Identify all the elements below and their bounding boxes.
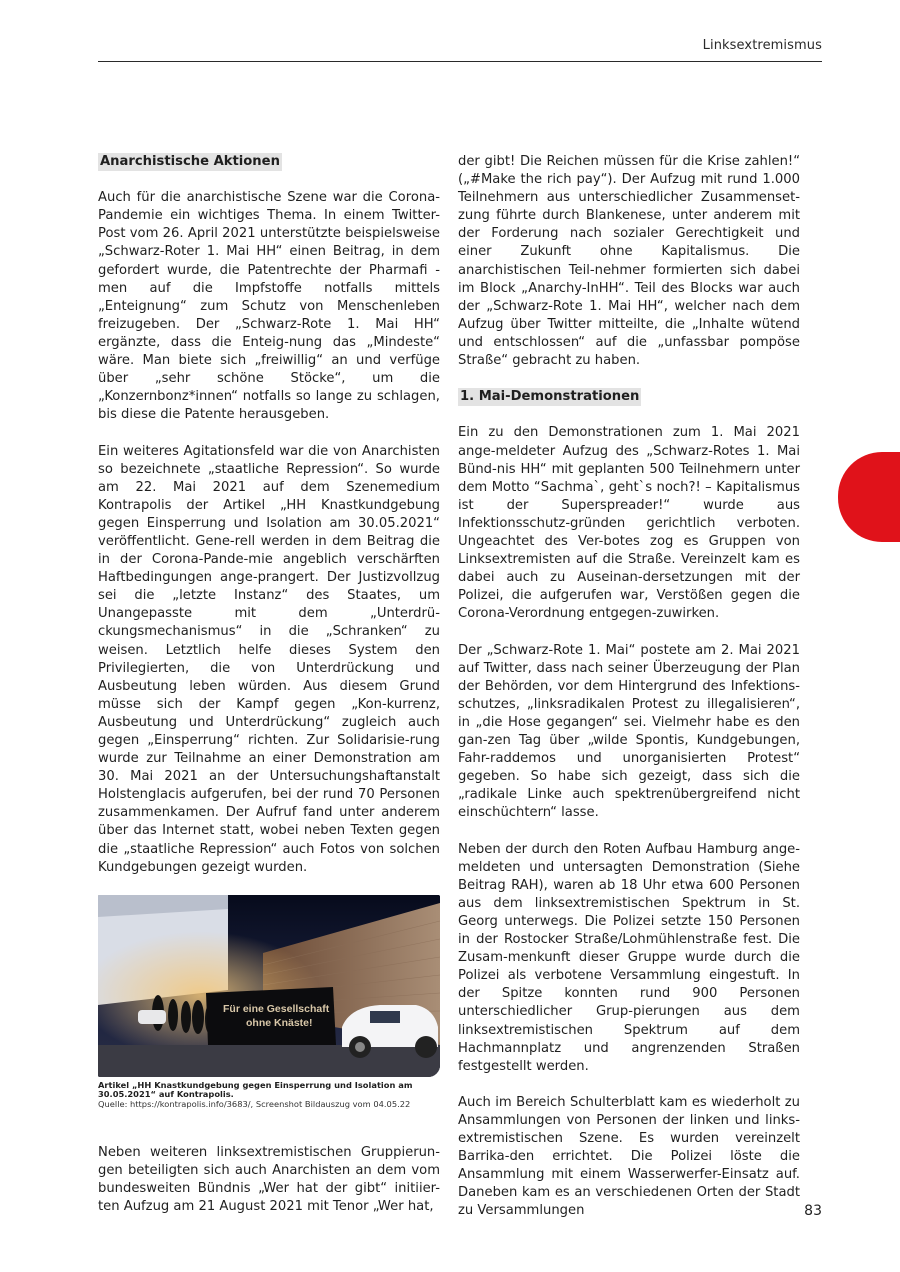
section-heading-mai-demonstrationen: 1. Mai-Demonstrationen <box>458 388 641 406</box>
left-column <box>98 153 440 1216</box>
demonstration-photo <box>98 895 440 1077</box>
photo-caption <box>98 1081 440 1110</box>
paragraph: Ein weiteres Agitationsfeld war die von Anarchisten so bezeichnete „staatliche Repression“. So wurde am 22. Mai 2021 auf dem Szenemedium Kontrapolis der Artikel „HH Knastkundgebung gegen Einsperrung und Isolation am 30.05.2021“ veröffentlicht. Gene-rell werden in dem Beitrag die in der Corona-Pande-mie angeblich verschärften Haftbedingungen ange-prangert. Der Justizvollzug sei die „letzte Instanz“ des Staates, um Unangepasste mit dem „Unterdrü-ckungsmechanismus“ in die „Schranken“ zu weisen. Letztlich helfe dieses System den Privilegierten, die von Unterdrückung und Ausbeutung leben würden. Aus diesem Grund müsse sich der Kampf gegen „Kon-kurrenz, Ausbeutung und Unterdrückung“ zugleich auch gegen „Einsperrung“ richten. Zur Solidarisie-rung wurde zur Teilnahme an einer Demonstration am 30. Mai 2021 an der Untersuchungshaftanstalt Holstenglacis aufgerufen, bei der rund 70 Personen zusammenkamen. Der Aufruf fand unter anderem über das Internet statt, wobei neben Texten gegen die „staatliche Repression“ auch Fotos von solchen Kundgebungen gezeigt wurden. <box>98 443 440 875</box>
paragraph: Der „Schwarz-Rote 1. Mai“ postete am 2. Mai 2021 auf Twitter, dass nach seiner Überzeugung der Plan der Behörden, vor dem Hintergrund des Infektions-schutzes, „linksradikalen Protest zu illegalisieren“, in „die Hose gegangen“ sei. Vielmehr habe es den gan-zen Tag über „wilde Spontis, Kundgebungen, Fahr-raddemos und unorganisierten Protest“ gegeben. So habe sich gezeigt, dass sich die „radikale Linke auch spektrenübergreifend nicht einschüchtern“ lasse. <box>458 642 800 821</box>
paragraph: Neben der durch den Roten Aufbau Hamburg ange-meldeten und untersagten Demonstration (Siehe Beitrag RAH), waren ab 18 Uhr etwa 600 Personen aus dem linksextremistischen Spektrum in St. Georg unterwegs. Die Polizei setzte 150 Personen in der Rostocker Straße/Lohmühlenstraße fest. Die Zusam-menkunft dieser Gruppe wurde durch die Polizei als verbotene Versammlung eingestuft. In der Spitze konnten rund 900 Personen unterschiedlicher Grup-pierungen aus dem linksextremistischen Spektrum auf dem Hachmannplatz und angrenzenden Straßen festgestellt werden. <box>458 841 800 1074</box>
chapter-tab-marker <box>838 452 900 542</box>
banner-text-line2: ohne Knäste! <box>246 1016 313 1029</box>
caption-source: Quelle: https://kontrapolis.info/3683/, Screenshot Bildauszug vom 04.05.22 <box>98 1099 411 1110</box>
right-column <box>458 153 800 1221</box>
running-title: Linksextremismus <box>702 38 822 53</box>
paragraph: Auch im Bereich Schulterblatt kam es wiederholt zu Ansammlungen von Personen der linken und links-extremistischen Szene. Es wurden vereinzelt Barrika-den errichtet. Die Polizei löste die Ansammlung mit einem Wasserwerfer-Einsatz auf. Daneben kam es an verschiedenen Orten der Stadt zu Versammlungen <box>458 1094 800 1219</box>
paragraph: Ein zu den Demonstrationen zum 1. Mai 2021 ange-meldeter Aufzug des „Schwarz-Rotes 1. Mai Bünd-nis HH“ mit geplanten 500 Teilnehmern unter dem Motto “Sachma`, geht`s noch?! – Kapitalismus ist der Superspreader!“ wurde aus Infektionsschutz-gründen gerichtlich verboten. Ungeachtet des Ver-botes zog es Gruppen von Linksextremisten auf die Straße. Vereinzelt kam es dabei auch zu Auseinan-dersetzungen mit der Polizei, die aufgerufen war, Verstößen gegen die Corona-Verordnung entgegen-zuwirken. <box>458 425 800 622</box>
page-number: 83 <box>804 1203 822 1219</box>
header-rule <box>98 61 822 62</box>
paragraph: Neben weiteren linksextremistischen Gruppierun-gen beteiligten sich auch Anarchisten an dem vom bundesweiten Bündnis „Wer hat der gibt“ initiier-ten Aufzug am 21 August 2021 mit Tenor „Wer hat, <box>98 1144 440 1214</box>
section-heading-anarchistische-aktionen: Anarchistische Aktionen <box>98 153 282 171</box>
paragraph: der gibt! Die Reichen müssen für die Krise zahlen!“ („#Make the rich pay“). Der Aufzug mit rund 1.000 Teilnehmern aus unterschiedlicher Zusammenset-zung führte durch Blankenese, unter anderem mit der Forderung nach sozialer Gerechtigkeit und einer Zukunft ohne Kapitalismus. Die anarchistischen Teil-nehmer formierten sich dabei im Block „Anarchy-InHH“. Teil des Blocks war auch der „Schwarz-Rote 1. Mai HH“, welcher nach dem Aufzug über Twitter mitteilte, die „Inhalte wütend und entschlossen“ auf die „unfassbar pompöse Straße“ gebracht zu haben. <box>458 154 800 369</box>
paragraph: Auch für die anarchistische Szene war die Corona-Pandemie ein wichtiges Thema. In einem Twitter-Post vom 26. April 2021 unterstützte beispielsweise „Schwarz-Roter 1. Mai HH“ einen Beitrag, in dem gefordert wurde, die Patentrechte der Pharmafi - men auf die Impfstoffe notfalls mittels „Enteignung“ zum Schutz von Menschenleben freizugeben. Der „Schwarz-Rote 1. Mai HH“ ergänzte, dass die Enteig-nung das „Mindeste“ wäre. Man biete sich „freiwillig“ an und verfüge über „sehr schöne Stöcke“, um die „Konzernbonz*innen“ notfalls so lange zu schlagen, bis diese die Patente herausgeben. <box>98 190 440 423</box>
banner-text-line1: Für eine Gesellschaft <box>223 1002 330 1015</box>
caption-title: Artikel „HH Knastkundgebung gegen Einsperrung und Isolation am 30.05.2021“ auf Kontrapolis. <box>98 1079 413 1100</box>
